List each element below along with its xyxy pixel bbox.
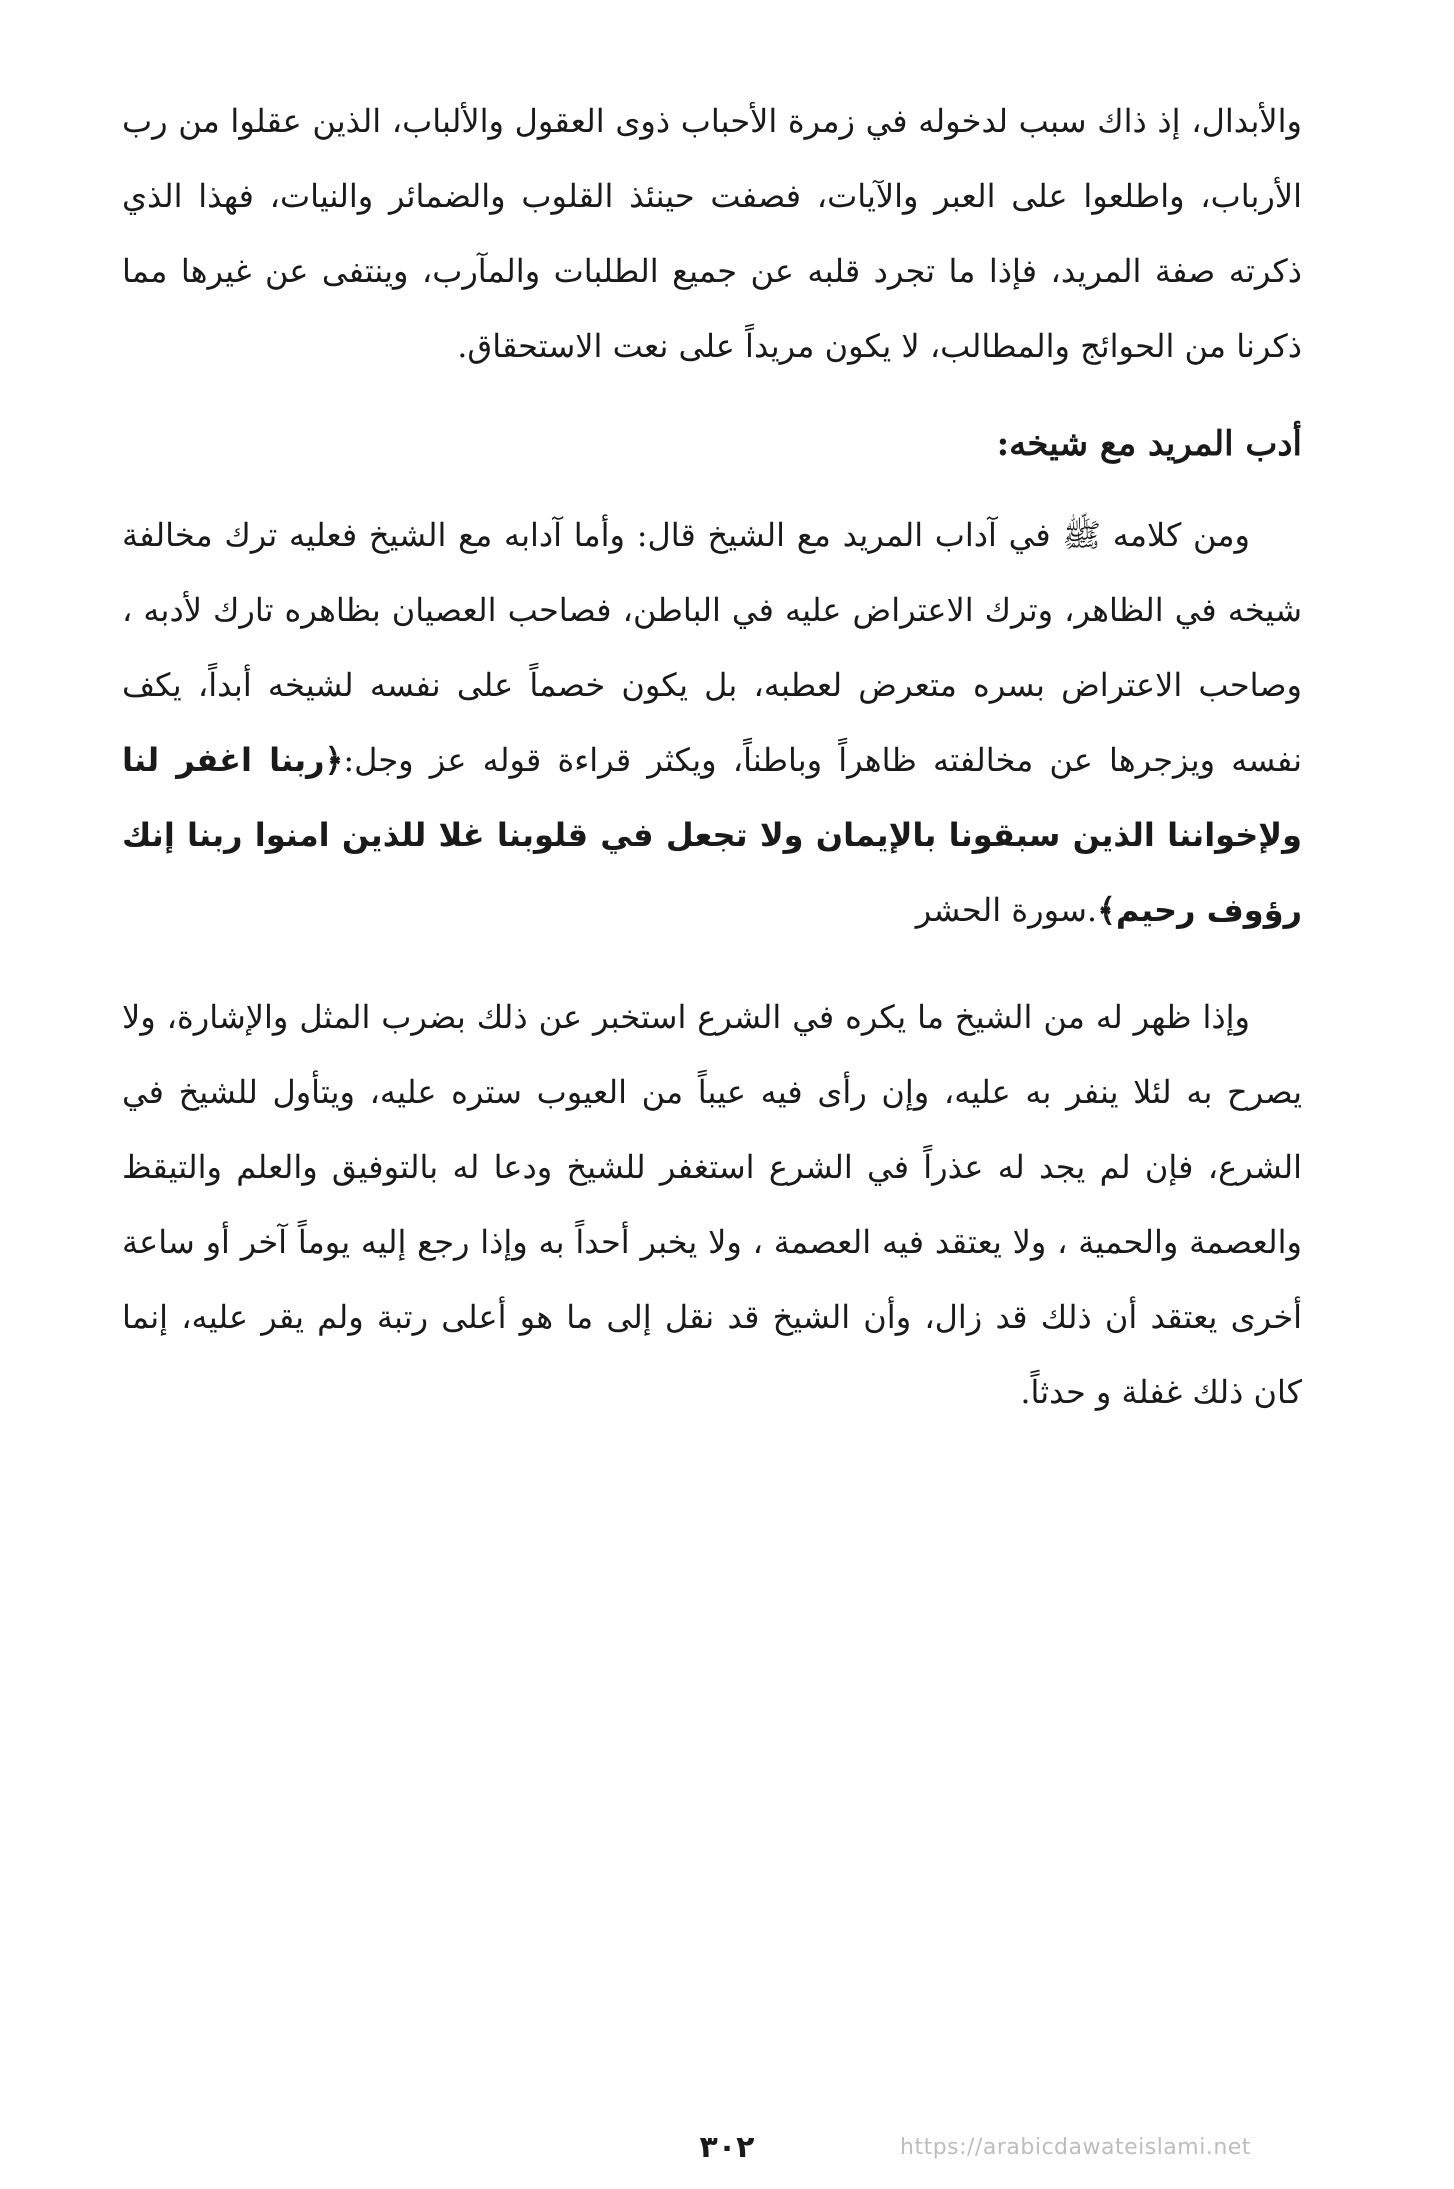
- paragraph-text: وإذا ظهر له من الشيخ ما يكره في الشرع استخبر عن ذلك بضرب المثل والإشارة، ولا يصرح به لئلا ينفر به عليه، وإن رأى فيه عيباً من العيوب ستره عليه، ويتأول للشيخ في الشرع، فإن لم يجد له عذراً في الشرع استغفر للشيخ ودعا له بالتوفيق والعلم والتيقظ والعصمة والحمية ، ولا يعتقد فيه العصمة ، ولا يخبر أحداً به وإذا رجع إليه يوماً آخر أو ساعة أخرى يعتقد أن ذلك قد زال، وأن الشيخ قد نقل إلى ما هو أعلى رتبة ولم يقر عليه، إنما كان ذلك غفلة و حدثاً.: [122, 998, 1303, 1411]
- section-heading: أدب المريد مع شيخه:: [996, 424, 1302, 464]
- watermark: https://arabicdawateislami.net: [900, 2135, 1251, 2160]
- surah-reference: .سورة الحشر: [915, 891, 1098, 929]
- paragraph-continuation: والأبدال، إذ ذاك سبب لدخوله في زمرة الأحباب ذوى العقول والألباب، الذين عقلوا من رب الأرباب، واطلعوا على العبر والآيات، فصفت حينئذ القلوب والضمائر والنيات، فهذا الذي ذكرته صفة المريد، فإذا ما تجرد قلبه عن جميع الطلبات والمآرب، وينتفى عن غيرها مما ذكرنا من الحوائج والمطالب، لا يكون مريداً على نعت الاستحقاق.: [122, 102, 1302, 365]
- page-number: ٣٠٢: [699, 2130, 755, 2165]
- quran-verse: ﴿ربنا اغفر لنا ولإخواننا الذين سبقونا بالإيمان ولا تجعل في قلوبنا غلا للذين امنوا ربنا إنك رؤوف رحيم﴾: [122, 741, 1302, 929]
- paragraph-text: ومن كلامه ﷺ في آداب المريد مع الشيخ قال: وأما آدابه مع الشيخ فعليه ترك مخالفة شيخه في الظاهر، وترك الاعتراض عليه في الباطن، فصاحب العصيان بظاهره تارك لأدبه ، وصاحب الاعتراض بسره متعرض لعطبه، بل يكون خصماً على نفسه لشيخه أبداً، يكف نفسه ويزجرها عن مخالفته ظاهراً وباطناً، ويكثر قراءة قوله عز وجل:: [122, 516, 1303, 779]
- paragraph-adab-sheikh: [122, 498, 1302, 948]
- paragraph-objection: [122, 980, 1302, 1430]
